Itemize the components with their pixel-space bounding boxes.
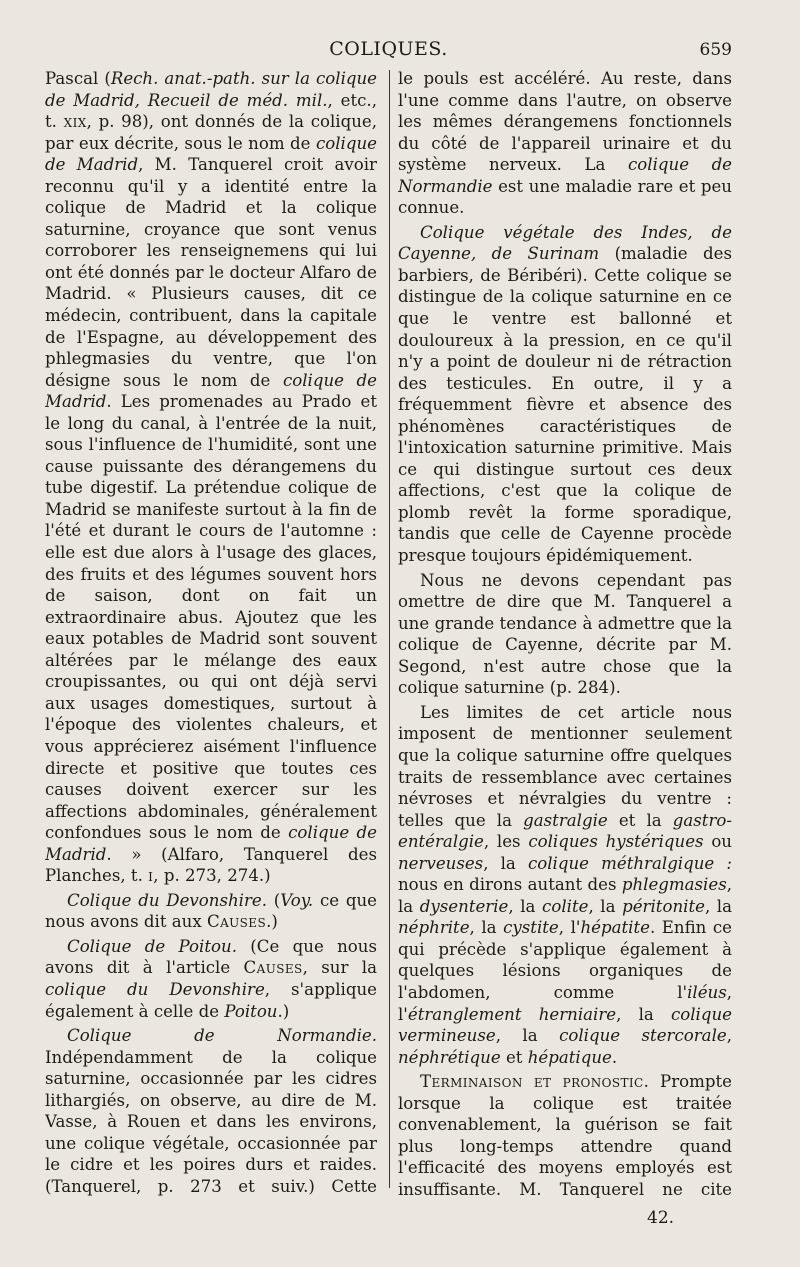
running-title: COLIQUES. [329,38,448,60]
paragraph: Colique végétale des Indes, de Cayenne, de Surinam (maladie des barbiers, de Béribéri). Cette colique se distingue de la colique saturnine en ce que le ventre est ballonné et douloureux à la pression, en ce qu'il n'y a point de douleur ni de rétraction des testicules. En outre, il y a fréquemment fièvre et absence des phénomènes caractéristiques de l'intoxication saturnine primitive. Mais ce qui distingue surtout ces deux affections, c'est que la colique de plomb revêt la forme sporadique, tandis que celle de Cayenne procède presque toujours épidémiquement. [398,222,732,566]
paragraph: le pouls est accéléré. Au reste, dans l'une comme dans l'autre, on observe les mêmes dérangemens fonctionnels du côté de l'appareil urinaire et du système nerveux. La colique de Normandie est une maladie rare et peu connue. [398,69,732,218]
paragraph: Pascal (Rech. anat.-path. sur la colique de Madrid, Recueil de méd. mil., etc., t. xix, p. 98), ont donnés de la colique, par eux décrite, sous le nom de colique de Madrid, M. Tanquerel croit avoir reconnu qu'il y a identité entre la colique de Madrid et la colique saturnine, croyance que sont venus corroborer les renseignemens qui lui ont été donnés par le docteur Alfaro de Madrid. « Plusieurs causes, dit ce médecin, contribuent, dans la capitale de l'Espagne, au développement des phlegmasies du ventre, que l'on désigne sous le nom de colique de Madrid. Les promenades au Prado et le long du canal, à l'entrée de la nuit, sous l'influence de l'humidité, sont une cause puissante des dérangemens du tube digestif. La prétendue colique de Madrid se manifeste surtout à la fin de l'été et durant le cours de l'automne : elle est due alors à l'usage des glaces, des fruits et des légumes souvent hors de saison, dont on fait un extraordinaire abus. Ajoutez que les eaux potables de Madrid sont souvent altérées par le mélange des eaux croupissantes, ou qui ont déjà servi aux usages domestiques, surtout à l'époque des violentes chaleurs, et vous apprécierez aisément l'influence directe et positive que toutes ces causes doivent exercer sur les affections abdominales, généralement confondues sous le nom de colique de Madrid. » (Alfaro, Tanquerel des Planches, t. i, p. 273, 274.) [45,69,377,886]
paragraph: Colique du Devonshire. (Voy. ce que nous avons dit aux Causes.) [45,890,377,932]
page-number: 659 [699,40,732,60]
paragraph: Nous ne devons cependant pas omettre de dire que M. Tanquerel a une grande tendance à admettre que la colique de Cayenne, décrite par M. Segond, n'est autre chose que la colique saturnine (p. 284). [398,570,732,698]
paragraph: Colique de Poitou. (Ce que nous avons dit à l'article Causes, sur la colique du Devonshire, s'applique également à celle de Poitou.) [45,936,377,1021]
paragraph: Colique de Normandie. Indépendamment de la colique saturnine, occasionnée par les cidres lithargiés, on observe, au dire de M. Vasse, à Rouen et dans les environs, une colique végétale, occasionnée par le cidre et les poires durs et raides. (Tanquerel, p. 273 et suiv.) Cette [45,1026,377,1196]
page-header [45,38,732,66]
left-column [45,68,377,1198]
right-column [398,68,732,1198]
paragraph: Terminaison et pronostic. Prompte lorsque la colique est traitée convenablement, la guérison se fait plus long-temps attendre quand l'efficacité des moyens employés est insuffisante. M. Tanquerel ne cite [398,1072,732,1198]
column-divider [389,70,390,1188]
paragraph: Les limites de cet article nous imposent de mentionner seulement que la colique saturnine offre quelques traits de ressemblance avec certaines névroses et névralgies du ventre : telles que la gastralgie et la gastro-entéralgie, les coliques hystériques ou nerveuses, la colique méthralgique : nous en dirons autant des phlegmasies, la dysenterie, la colite, la péritonite, la néphrite, la cystite, l'hépatite. Enfin ce qui précède s'applique également à quelques lésions organiques de l'abdomen, comme l'iléus, l'étranglement herniaire, la colique vermineuse, la colique stercorale, néphrétique et hépatique. [398,702,732,1067]
signature-mark: 42. [647,1208,675,1228]
